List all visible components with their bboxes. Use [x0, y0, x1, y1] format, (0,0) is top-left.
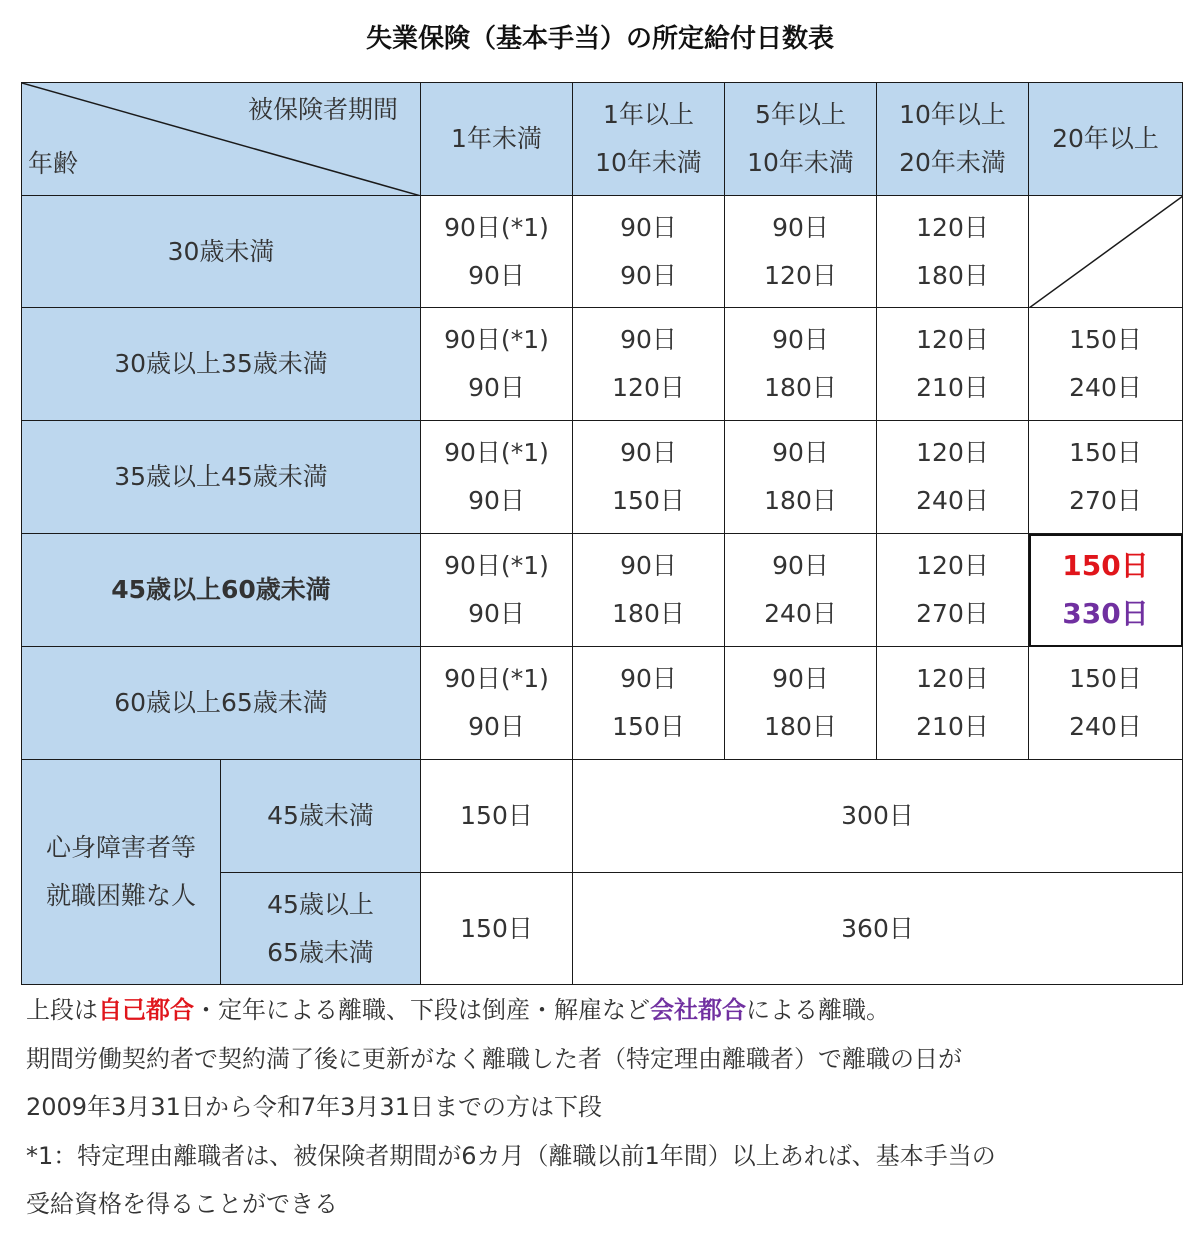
note-line: 受給資格を得ることができる	[26, 1190, 338, 1218]
days-cell: 150日	[421, 760, 573, 873]
days-cell: 90日(*1) 90日	[421, 421, 573, 534]
column-header: 1年未満	[421, 83, 573, 196]
self-reason-keyword: 自己都合	[98, 996, 194, 1024]
page-title: 失業保険（基本手当）の所定給付日数表	[365, 24, 834, 54]
benefit-days-table	[21, 82, 1183, 985]
header-corner-cell	[22, 83, 421, 196]
days-cell: 150日 240日	[1029, 308, 1183, 421]
age-label: 45歳以上60歳未満	[22, 534, 421, 647]
days-cell: 90日 120日	[725, 196, 877, 308]
corner-label-period: 被保険者期間	[247, 95, 398, 124]
days-cell: 90日 150日	[573, 421, 725, 534]
table-row-disabled	[22, 760, 1183, 873]
self-reason-days: 150日	[1062, 549, 1149, 582]
days-cell: 90日 180日	[725, 308, 877, 421]
table-row	[22, 196, 1183, 308]
days-cell: 90日 180日	[725, 647, 877, 760]
note-line: 2009年3月31日から令和7年3月31日までの方は下段	[26, 1093, 602, 1121]
age-label: 45歳未満	[221, 760, 421, 873]
note-line: 上段は自己都合・定年による離職、下段は倒産・解雇など会社都合による離職。	[26, 996, 890, 1024]
days-cell: 90日 150日	[573, 647, 725, 760]
days-cell: 150日 240日	[1029, 647, 1183, 760]
note-line: 期間労働契約者で契約満了後に更新がなく離職した者（特定理由離職者）で離職の日が	[26, 1044, 962, 1073]
disabled-group-label: 心身障害者等 就職困難な人	[22, 760, 221, 985]
column-header: 1年以上 10年未満	[573, 83, 725, 196]
table-row	[22, 308, 1183, 421]
not-applicable-cell	[1029, 196, 1183, 308]
days-cell: 120日 210日	[877, 308, 1029, 421]
days-cell: 120日 240日	[877, 421, 1029, 534]
column-header: 10年以上 20年未満	[877, 83, 1029, 196]
days-cell: 90日 90日	[573, 196, 725, 308]
company-reason-days: 330日	[1062, 597, 1149, 630]
age-label: 35歳以上45歳未満	[22, 421, 421, 534]
days-cell: 90日(*1) 90日	[421, 196, 573, 308]
days-cell: 150日	[421, 873, 573, 985]
days-cell: 120日 180日	[877, 196, 1029, 308]
note-line: *1：特定理由離職者は、被保険者期間が6カ月（離職以前1年間）以上あれば、基本手当の	[26, 1141, 996, 1170]
age-label: 60歳以上65歳未満	[22, 647, 421, 760]
days-cell-merged: 300日	[573, 760, 1183, 873]
days-cell: 90日 240日	[725, 534, 877, 647]
days-cell: 90日 180日	[725, 421, 877, 534]
days-cell: 120日 270日	[877, 534, 1029, 647]
days-cell: 90日(*1) 90日	[421, 534, 573, 647]
days-cell: 90日 120日	[573, 308, 725, 421]
age-label: 30歳以上35歳未満	[22, 308, 421, 421]
age-label: 45歳以上 65歳未満	[221, 873, 421, 985]
days-cell: 90日 180日	[573, 534, 725, 647]
table-row-highlighted	[22, 534, 1183, 647]
header-row	[22, 83, 1183, 196]
column-header: 5年以上 10年未満	[725, 83, 877, 196]
days-cell: 150日 270日	[1029, 421, 1183, 534]
corner-label-age: 年齢	[28, 149, 79, 178]
na-diagonal-line	[1029, 196, 1183, 308]
column-header: 20年以上	[1029, 83, 1183, 196]
notes	[26, 986, 1196, 1229]
table-row	[22, 421, 1183, 534]
days-cell: 90日(*1) 90日	[421, 647, 573, 760]
days-cell: 90日(*1) 90日	[421, 308, 573, 421]
table-row	[22, 647, 1183, 760]
age-label: 30歳未満	[22, 196, 421, 308]
days-cell-merged: 360日	[573, 873, 1183, 985]
highlighted-days-cell	[1029, 534, 1183, 647]
days-cell: 120日 210日	[877, 647, 1029, 760]
company-reason-keyword: 会社都合	[650, 996, 746, 1024]
